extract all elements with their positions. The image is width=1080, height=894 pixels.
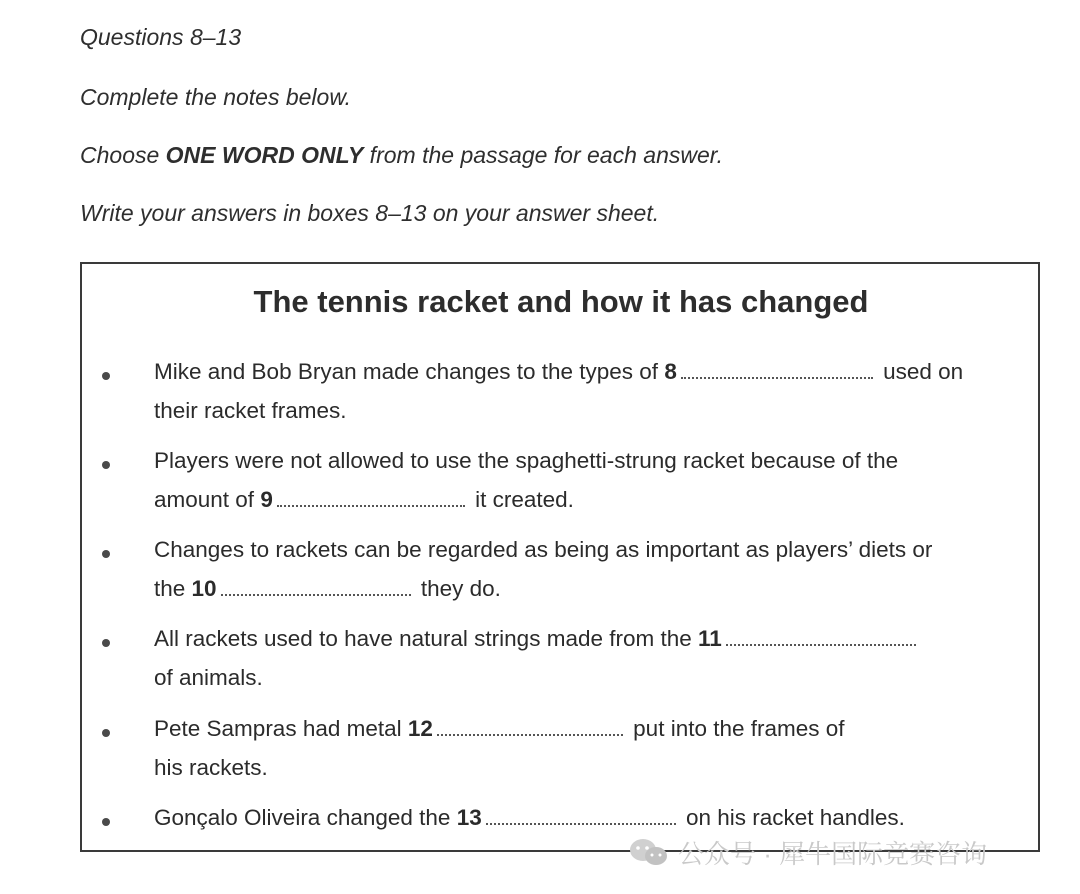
answer-blank-9[interactable] [277, 487, 465, 507]
wechat-icon [628, 837, 670, 867]
note-text: on his racket handles. [679, 805, 905, 830]
bullet-icon [102, 461, 110, 469]
question-number: 12 [407, 716, 433, 741]
bullet-icon [102, 372, 110, 380]
instruction-choose [80, 142, 723, 169]
bullet-icon [102, 818, 110, 826]
instruction-write-answers: Write your answers in boxes 8–13 on your answer sheet. [80, 200, 660, 226]
answer-blank-8[interactable] [681, 359, 873, 379]
note-line [154, 486, 574, 514]
note-line: their racket frames. [154, 398, 347, 423]
bullet-icon [102, 639, 110, 647]
question-number: 13 [456, 805, 482, 830]
bullet-icon [102, 729, 110, 737]
note-text: Pete Sampras had metal [154, 716, 408, 741]
instruction-choose-pre: Choose [80, 142, 166, 168]
note-line: Players were not allowed to use the spaghetti-strung racket because of the [154, 448, 899, 473]
note-line: Changes to rackets can be regarded as being as important as players’ diets or [154, 537, 933, 562]
question-number: 10 [191, 576, 217, 601]
note-line [154, 625, 920, 653]
note-text: put into the frames of [626, 716, 845, 741]
note-line [154, 575, 501, 603]
note-text: used on [876, 359, 964, 384]
answer-blank-10[interactable] [221, 576, 411, 596]
instruction-choose-bold: ONE WORD ONLY [165, 142, 364, 168]
note-line [154, 715, 845, 743]
answer-blank-13[interactable] [486, 805, 676, 825]
notes-box [80, 262, 1040, 852]
question-number: 9 [260, 487, 273, 512]
note-text: All rackets used to have natural strings made from the [154, 626, 699, 651]
notes-title: The tennis racket and how it has changed [253, 284, 869, 319]
note-text: amount of [154, 487, 261, 512]
note-line: his rackets. [154, 755, 268, 780]
note-text: they do. [414, 576, 501, 601]
watermark [628, 834, 987, 870]
answer-blank-11[interactable] [726, 626, 916, 646]
question-number: 8 [664, 359, 677, 384]
instruction-complete-notes: Complete the notes below. [80, 84, 352, 110]
note-text: it created. [468, 487, 574, 512]
note-line [154, 804, 905, 832]
note-text: Mike and Bob Bryan made changes to the types of [154, 359, 665, 384]
question-number: 11 [698, 626, 722, 651]
instruction-choose-post: from the passage for each answer. [363, 142, 723, 168]
questions-heading: Questions 8–13 [80, 24, 242, 50]
note-text: the [154, 576, 192, 601]
note-line: of animals. [154, 665, 263, 690]
note-line [154, 358, 963, 386]
bullet-icon [102, 550, 110, 558]
note-text: Gonçalo Oliveira changed the [154, 805, 457, 830]
watermark-text: 公众号 · 犀牛国际竞赛咨询 [678, 838, 988, 869]
answer-blank-12[interactable] [437, 716, 623, 736]
